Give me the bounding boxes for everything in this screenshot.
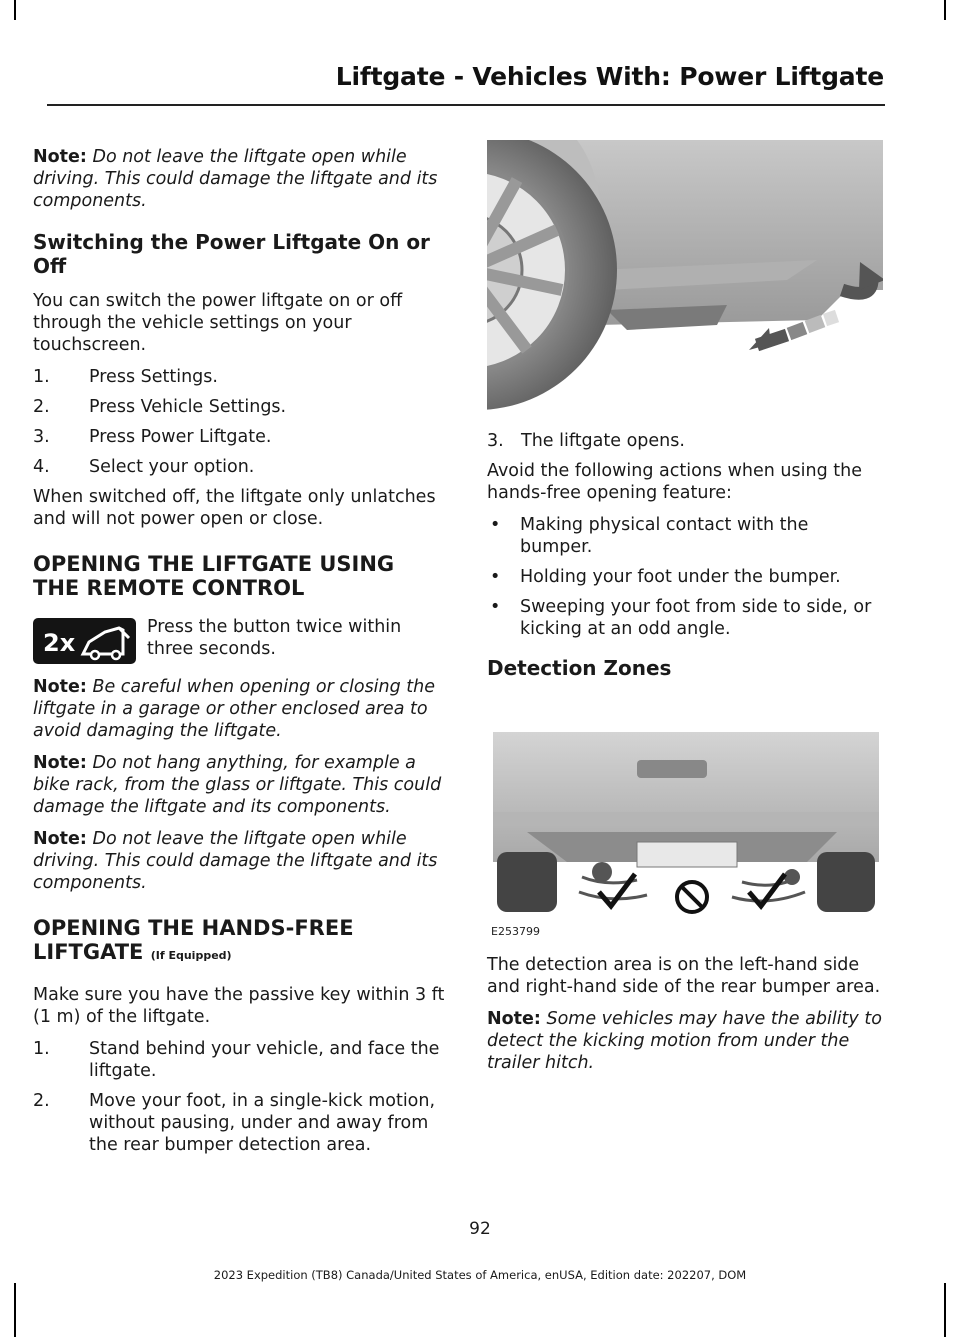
crop-mark (944, 0, 946, 20)
liftgate-remote-icon (33, 618, 136, 664)
section-heading: Detection Zones (487, 656, 672, 680)
image-code: E253799 (491, 925, 540, 938)
handsfree-steps (33, 1038, 447, 1156)
paragraph: The detection area is on the left-hand side and right-hand side of the rear bumper area. (487, 955, 881, 997)
page-number: 92 (469, 1219, 491, 1239)
list-item: 4. Select your option. (33, 457, 255, 477)
paragraph: Avoid the following actions when using the hands-free opening feature: (487, 461, 862, 503)
right-column (487, 140, 883, 1084)
remote-instruction (33, 616, 447, 668)
section-heading: Switching the Power Liftgate On or Off (33, 230, 430, 278)
note: Note: Do not leave the liftgate open while driving. This could damage the liftgate and its components. (33, 829, 438, 893)
list-item: • Making physical contact with the bumper. (490, 515, 809, 557)
list-item: 1. Press Settings. (33, 367, 218, 387)
note: Note: Be careful when opening or closing the liftgate in a garage or other enclosed area to avoid damaging the liftgate. (33, 677, 436, 741)
page-title: Liftgate - Vehicles With: Power Liftgate (335, 62, 884, 91)
handsfree-steps-cont (487, 430, 883, 452)
header-divider (47, 104, 885, 106)
list-item: • Holding your foot under the bumper. (490, 567, 841, 587)
footer: 2023 Expedition (TB8) Canada/United States of America, enUSA, Edition date: 202207, DOM (213, 1268, 747, 1282)
svg-text:2x: 2x (43, 629, 76, 657)
detection-zones-illustration (487, 692, 883, 942)
avoid-list (487, 514, 883, 640)
list-item: 3. The liftgate opens. (487, 431, 685, 451)
list-item: 3. Press Power Liftgate. (33, 427, 272, 447)
rear-wheel-bumper-illustration (487, 140, 883, 414)
crop-mark (944, 1283, 946, 1337)
remote-text: Press the button twice within three seconds. (147, 617, 402, 659)
list-item: 1. Stand behind your vehicle, and face the liftgate. (33, 1039, 440, 1081)
list-item: 2. Move your foot, in a single-kick motion, without pausing, under and away from the rear bumper detection area. (33, 1091, 436, 1155)
list-item: • Sweeping your foot from side to side, or kicking at an odd angle. (490, 597, 872, 639)
note: Note: Do not leave the liftgate open while driving. This could damage the liftgate and its components. (33, 147, 438, 211)
paragraph: You can switch the power liftgate on or off through the vehicle settings on your touchscreen. (33, 291, 403, 355)
crop-mark (14, 0, 16, 20)
note: Note: Do not hang anything, for example a bike rack, from the glass or liftgate. This could damage the liftgate and its components. (33, 753, 442, 817)
crop-mark (14, 1283, 16, 1337)
left-column (33, 146, 447, 1164)
section-heading: OPENING THE HANDS-FREE LIFTGATE (If Equipped) (33, 916, 354, 964)
section-heading: OPENING THE LIFTGATE USING THE REMOTE CONTROL (33, 552, 395, 600)
list-item: 2. Press Vehicle Settings. (33, 397, 287, 417)
paragraph: Make sure you have the passive key within 3 ft (1 m) of the liftgate. (33, 985, 445, 1027)
paragraph: When switched off, the liftgate only unlatches and will not power open or close. (33, 487, 436, 529)
settings-steps (33, 366, 447, 478)
note: Note: Some vehicles may have the ability to detect the kicking motion from under the trailer hitch. (487, 1009, 882, 1073)
